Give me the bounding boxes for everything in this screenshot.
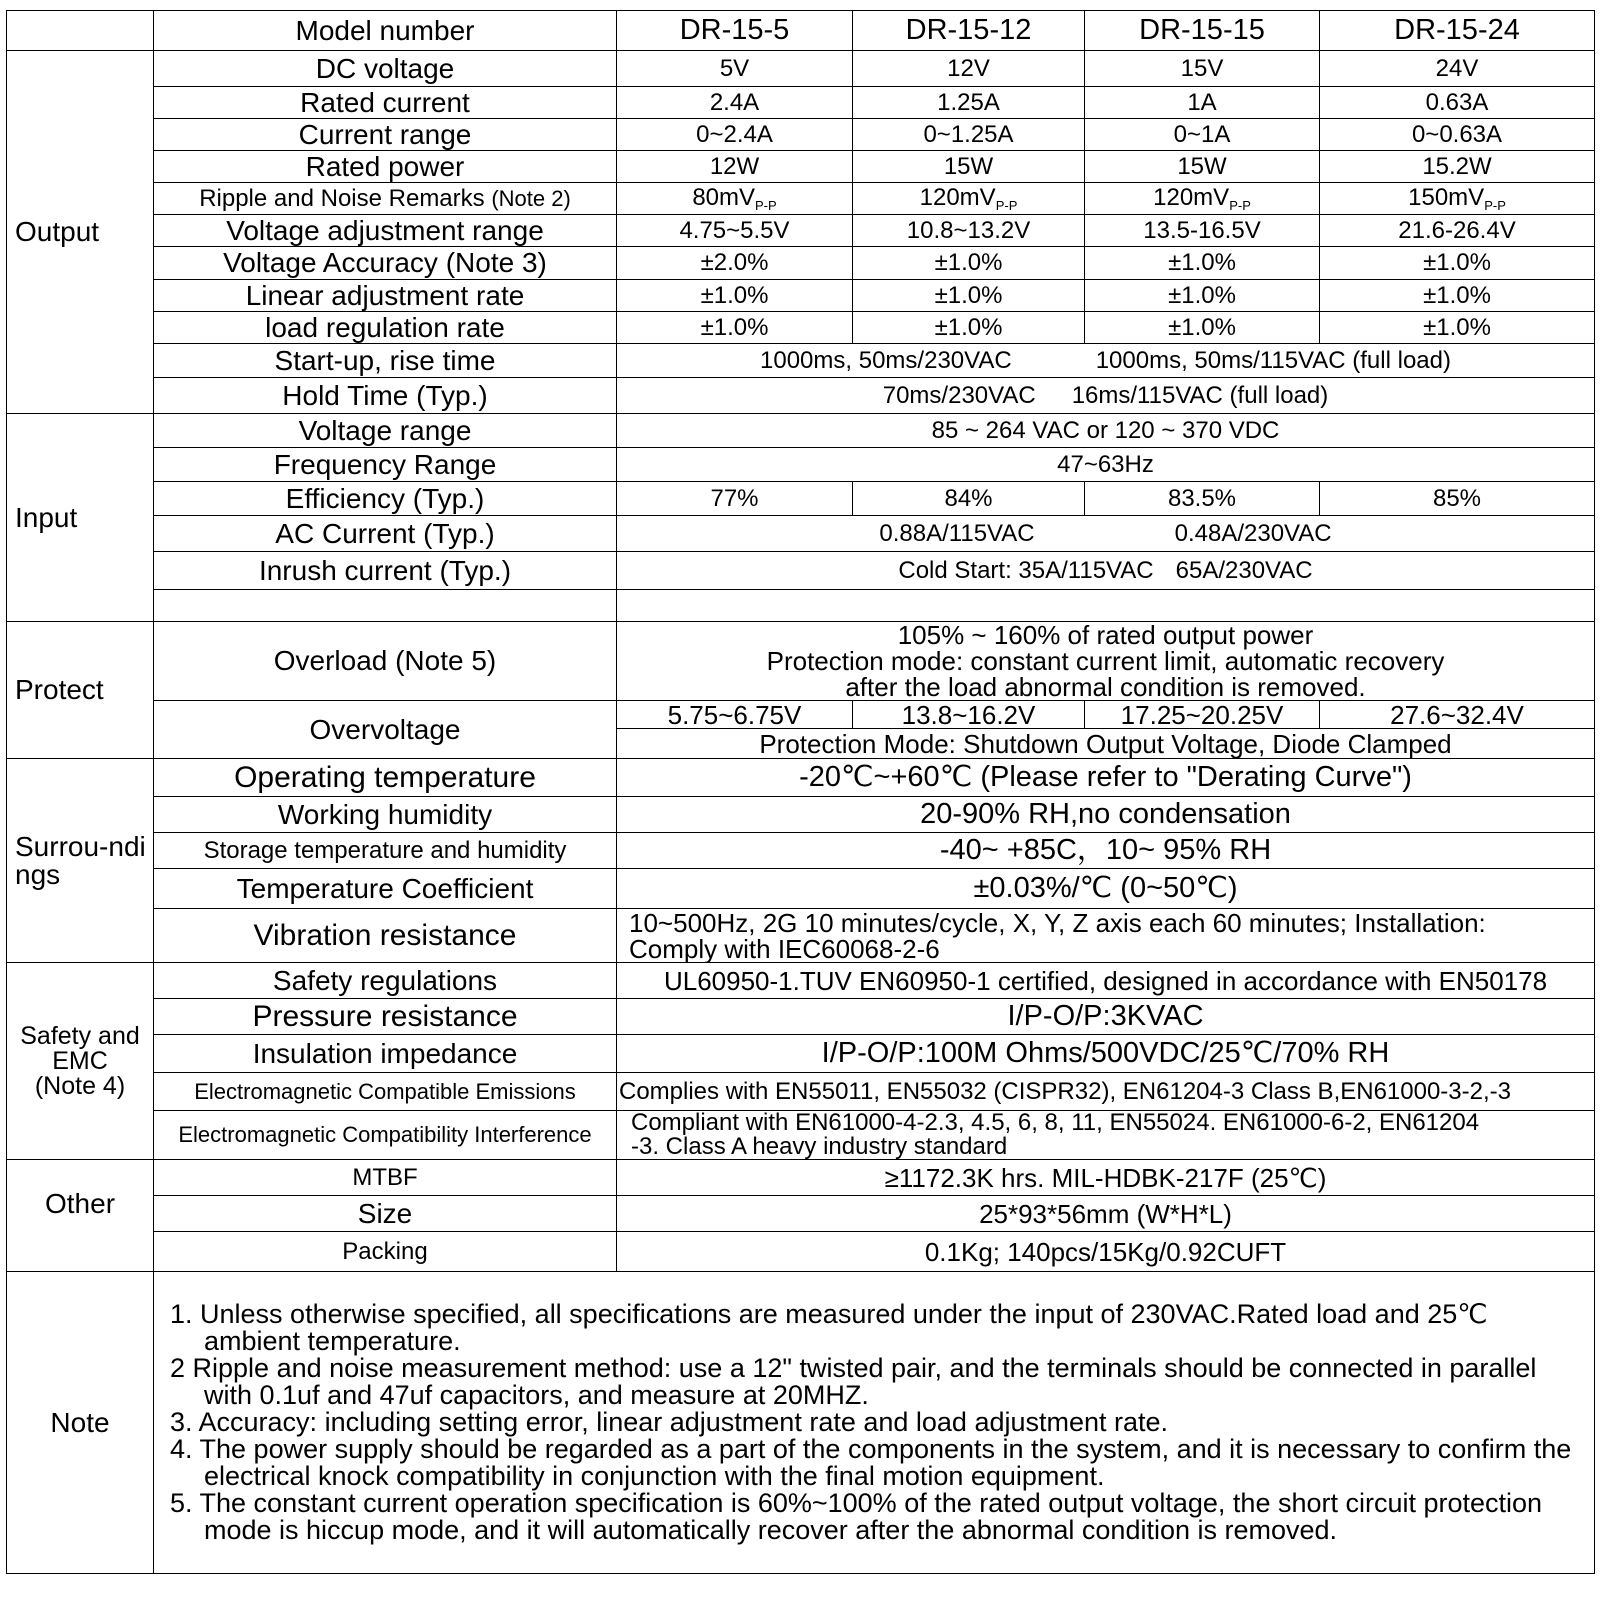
cell: 0~1.25A bbox=[853, 119, 1085, 151]
label-voltage-adjust: Voltage adjustment range bbox=[154, 215, 617, 247]
model-dr-15-5: DR-15-5 bbox=[617, 11, 853, 51]
cell: 1.25A bbox=[853, 87, 1085, 119]
row-rated-power bbox=[7, 151, 1595, 183]
note-item: 2 Ripple and noise measurement method: use a 12" twisted pair, and the terminals should be connected in parallel with 0.1uf and 47uf capacitors, and measure at 20MHZ. bbox=[170, 1353, 1537, 1410]
row-input-blank bbox=[7, 590, 1595, 622]
label-ems: Electromagnetic Compatibility Interference bbox=[154, 1111, 617, 1160]
vibration-value bbox=[617, 909, 1595, 963]
cell: 17.25~20.25V bbox=[1085, 701, 1320, 729]
temp-coeff-value: ±0.03%/℃ (0~50℃) bbox=[617, 869, 1595, 909]
category-protect: Protect bbox=[7, 622, 154, 759]
row-rated-current bbox=[7, 87, 1595, 119]
startup-230: 1000ms, 50ms/230VAC bbox=[760, 346, 1012, 374]
overload-value bbox=[617, 622, 1595, 701]
label-frequency: Frequency Range bbox=[154, 448, 617, 482]
cell: ±1.0% bbox=[617, 312, 853, 344]
ems-line-1: Compliant with EN61000-4-2.3, 4.5, 6, 8, 11, EN55024. EN61000-6-2, EN61204 bbox=[631, 1110, 1480, 1136]
inrush-values bbox=[617, 552, 1595, 590]
row-load-regulation bbox=[7, 312, 1595, 344]
ripple-value: 150mV bbox=[1408, 183, 1485, 211]
row-storage bbox=[7, 833, 1595, 869]
note-item: 4. The power supply should be regarded as a part of the components in the system, and it is necessary to confirm the electrical knock compatibility in conjunction with the final motion equipment. bbox=[170, 1434, 1572, 1491]
category-surroundings: Surrou-ndings bbox=[7, 759, 154, 963]
overload-line-3: after the load abnormal condition is removed. bbox=[845, 672, 1366, 701]
ripple-note: (Note 2) bbox=[491, 185, 571, 211]
startup-values bbox=[617, 344, 1595, 378]
cell: ±1.0% bbox=[1085, 312, 1320, 344]
hold-115: 16ms/115VAC (full load) bbox=[1071, 381, 1329, 409]
cell: 13.5-16.5V bbox=[1085, 215, 1320, 247]
notes-list bbox=[154, 1272, 1595, 1574]
emi-value: Complies with EN55011, EN55032 (CISPR32), EN61204-3 Class B,EN61000-3-2,-3 bbox=[617, 1073, 1595, 1111]
cell: 12W bbox=[617, 151, 853, 183]
cell: 1A bbox=[1085, 87, 1320, 119]
spec-table bbox=[6, 10, 1595, 1574]
cell: ±2.0% bbox=[617, 247, 853, 280]
row-voltage-adjust bbox=[7, 215, 1595, 247]
row-size bbox=[7, 1196, 1595, 1232]
overload-line-2: Protection mode: constant current limit, automatic recovery bbox=[766, 646, 1445, 676]
blank-cell bbox=[154, 590, 617, 622]
row-operating-temp bbox=[7, 759, 1595, 797]
row-vibration bbox=[7, 909, 1595, 963]
row-ripple bbox=[7, 183, 1595, 215]
cell: ±1.0% bbox=[853, 312, 1085, 344]
spec-sheet bbox=[6, 10, 1594, 1590]
cell: 24V bbox=[1320, 51, 1595, 87]
cell: 15.2W bbox=[1320, 151, 1595, 183]
cell: ±1.0% bbox=[853, 280, 1085, 312]
label-insulation: Insulation impedance bbox=[154, 1035, 617, 1073]
row-voltage-range bbox=[7, 414, 1595, 448]
cell: 0~1A bbox=[1085, 119, 1320, 151]
label-safety-regs: Safety regulations bbox=[154, 963, 617, 999]
insulation-value: I/P-O/P:100M Ohms/500VDC/25℃/70% RH bbox=[617, 1035, 1595, 1073]
row-notes bbox=[7, 1272, 1595, 1574]
ripple-unit: P-P bbox=[995, 197, 1018, 213]
cell: 10.8~13.2V bbox=[853, 215, 1085, 247]
pressure-value: I/P-O/P:3KVAC bbox=[617, 999, 1595, 1035]
inrush-115: Cold Start: 35A/115VAC bbox=[898, 556, 1154, 584]
corner-cell bbox=[7, 11, 154, 51]
label-inrush: Inrush current (Typ.) bbox=[154, 552, 617, 590]
cell: ±1.0% bbox=[617, 280, 853, 312]
cell: ±1.0% bbox=[1085, 247, 1320, 280]
row-inrush bbox=[7, 552, 1595, 590]
row-temp-coeff bbox=[7, 869, 1595, 909]
safety-cat-line-1: Safety and bbox=[20, 1021, 140, 1050]
label-rated-power: Rated power bbox=[154, 151, 617, 183]
category-safety-emc bbox=[7, 963, 154, 1160]
row-working-humidity bbox=[7, 797, 1595, 833]
category-output: Output bbox=[7, 51, 154, 414]
label-voltage-range: Voltage range bbox=[154, 414, 617, 448]
cell: 0~0.63A bbox=[1320, 119, 1595, 151]
cell: ±1.0% bbox=[1320, 312, 1595, 344]
ripple-unit: P-P bbox=[755, 197, 777, 213]
ripple-value: 80mV bbox=[692, 183, 756, 211]
row-hold-time bbox=[7, 378, 1595, 414]
row-overvoltage bbox=[7, 701, 1595, 729]
cell: 5.75~6.75V bbox=[617, 701, 853, 729]
cell: 0~2.4A bbox=[617, 119, 853, 151]
row-packing bbox=[7, 1232, 1595, 1272]
cell: 21.6-26.4V bbox=[1320, 215, 1595, 247]
row-ac-current bbox=[7, 516, 1595, 552]
label-emi: Electromagnetic Compatible Emissions bbox=[154, 1073, 617, 1111]
label-hold-time: Hold Time (Typ.) bbox=[154, 378, 617, 414]
category-note: Note bbox=[7, 1272, 154, 1574]
cell bbox=[853, 183, 1085, 215]
label-vibration: Vibration resistance bbox=[154, 909, 617, 963]
label-linear-adjust: Linear adjustment rate bbox=[154, 280, 617, 312]
label-mtbf: MTBF bbox=[154, 1160, 617, 1196]
note-item: 3. Accuracy: including setting error, linear adjustment rate and load adjustment rate. bbox=[170, 1407, 1169, 1437]
safety-cat-line-2: EMC bbox=[52, 1046, 108, 1075]
row-overload bbox=[7, 622, 1595, 701]
startup-115: 1000ms, 50ms/115VAC (full load) bbox=[1095, 346, 1451, 374]
cell: 2.4A bbox=[617, 87, 853, 119]
cell: 27.6~32.4V bbox=[1320, 701, 1595, 729]
frequency-value: 47~63Hz bbox=[617, 448, 1595, 482]
blank-cell bbox=[617, 590, 1595, 622]
label-storage: Storage temperature and humidity bbox=[154, 833, 617, 869]
cell: 13.8~16.2V bbox=[853, 701, 1085, 729]
row-startup bbox=[7, 344, 1595, 378]
label-load-regulation: load regulation rate bbox=[154, 312, 617, 344]
working-humidity-value: 20-90% RH,no condensation bbox=[617, 797, 1595, 833]
row-emi bbox=[7, 1073, 1595, 1111]
mtbf-value: ≥1172.3K hrs. MIL-HDBK-217F (25℃) bbox=[617, 1160, 1595, 1196]
model-dr-15-12: DR-15-12 bbox=[853, 11, 1085, 51]
row-linear-adjust bbox=[7, 280, 1595, 312]
label-size: Size bbox=[154, 1196, 617, 1232]
label-overload: Overload (Note 5) bbox=[154, 622, 617, 701]
cell: 15W bbox=[1085, 151, 1320, 183]
model-dr-15-15: DR-15-15 bbox=[1085, 11, 1320, 51]
row-dc-voltage bbox=[7, 51, 1595, 87]
overvoltage-mode: Protection Mode: Shutdown Output Voltage, Diode Clamped bbox=[617, 729, 1595, 759]
label-current-range: Current range bbox=[154, 119, 617, 151]
row-safety-regs bbox=[7, 963, 1595, 999]
vibration-line-1: 10~500Hz, 2G 10 minutes/cycle, X, Y, Z axis each 60 minutes; Installation: bbox=[629, 908, 1486, 938]
label-working-humidity: Working humidity bbox=[154, 797, 617, 833]
cell: ±1.0% bbox=[853, 247, 1085, 280]
note-item: 5. The constant current operation specification is 60%~100% of the rated output voltage, the short circuit protection mode is hiccup mode, and it will automatically recover after the abnormal condition is removed. bbox=[170, 1488, 1543, 1545]
note-item: 1. Unless otherwise specified, all specifications are measured under the input of 230VAC.Rated load and 25℃ ambient temperature. bbox=[170, 1299, 1488, 1356]
ripple-unit: P-P bbox=[1484, 197, 1506, 213]
overload-line-1: 105% ~ 160% of rated output power bbox=[897, 621, 1314, 650]
label-efficiency: Efficiency (Typ.) bbox=[154, 482, 617, 516]
label-packing: Packing bbox=[154, 1232, 617, 1272]
cell: 4.75~5.5V bbox=[617, 215, 853, 247]
hold-230: 70ms/230VAC bbox=[882, 381, 1036, 409]
voltage-range-value: 85 ~ 264 VAC or 120 ~ 370 VDC bbox=[617, 414, 1595, 448]
cell bbox=[1085, 183, 1320, 215]
row-mtbf bbox=[7, 1160, 1595, 1196]
row-voltage-accuracy bbox=[7, 247, 1595, 280]
header-row bbox=[7, 11, 1595, 51]
row-insulation bbox=[7, 1035, 1595, 1073]
hold-values bbox=[617, 378, 1595, 414]
label-dc-voltage: DC voltage bbox=[154, 51, 617, 87]
cell: 15V bbox=[1085, 51, 1320, 87]
cell: 12V bbox=[853, 51, 1085, 87]
model-number-label: Model number bbox=[154, 11, 617, 51]
cell: ±1.0% bbox=[1320, 247, 1595, 280]
ripple-value: 120mV bbox=[1153, 183, 1230, 211]
label-overvoltage: Overvoltage bbox=[154, 701, 617, 759]
vibration-line-2: Comply with IEC60068-2-6 bbox=[629, 933, 940, 963]
safety-regs-value: UL60950-1.TUV EN60950-1 certified, designed in accordance with EN50178 bbox=[617, 963, 1595, 999]
cell: 84% bbox=[853, 482, 1085, 516]
label-startup: Start-up, rise time bbox=[154, 344, 617, 378]
cell bbox=[1320, 183, 1595, 215]
safety-cat-line-3: (Note 4) bbox=[34, 1071, 126, 1100]
ripple-value: 120mV bbox=[919, 183, 996, 211]
size-value: 25*93*56mm (W*H*L) bbox=[617, 1196, 1595, 1232]
cell: 5V bbox=[617, 51, 853, 87]
ac-115: 0.88A/115VAC bbox=[879, 519, 1035, 547]
ems-value bbox=[617, 1111, 1595, 1160]
row-efficiency bbox=[7, 482, 1595, 516]
ac-current-values bbox=[617, 516, 1595, 552]
label-ripple bbox=[154, 183, 617, 215]
ac-230: 0.48A/230VAC bbox=[1174, 519, 1332, 547]
operating-temp-value: -20℃~+60℃ (Please refer to "Derating Curve") bbox=[617, 759, 1595, 797]
label-voltage-accuracy: Voltage Accuracy (Note 3) bbox=[154, 247, 617, 280]
row-current-range bbox=[7, 119, 1595, 151]
cell: ±1.0% bbox=[1085, 280, 1320, 312]
storage-value: -40~ +85C，10~ 95% RH bbox=[617, 833, 1595, 869]
model-dr-15-24: DR-15-24 bbox=[1320, 11, 1595, 51]
ripple-unit: P-P bbox=[1229, 197, 1251, 213]
cell: 0.63A bbox=[1320, 87, 1595, 119]
cell: ±1.0% bbox=[1320, 280, 1595, 312]
label-temp-coeff: Temperature Coefficient bbox=[154, 869, 617, 909]
category-other: Other bbox=[7, 1160, 154, 1272]
row-ems bbox=[7, 1111, 1595, 1160]
label-ac-current: AC Current (Typ.) bbox=[154, 516, 617, 552]
cell: 83.5% bbox=[1085, 482, 1320, 516]
inrush-230: 65A/230VAC bbox=[1175, 556, 1313, 584]
packing-value: 0.1Kg; 140pcs/15Kg/0.92CUFT bbox=[617, 1232, 1595, 1272]
row-pressure bbox=[7, 999, 1595, 1035]
cell: 85% bbox=[1320, 482, 1595, 516]
cell bbox=[617, 183, 853, 215]
ripple-label-text: Ripple and Noise Remarks bbox=[199, 184, 485, 212]
ems-line-2: -3. Class A heavy industry standard bbox=[631, 1133, 1008, 1160]
category-input: Input bbox=[7, 414, 154, 622]
row-frequency bbox=[7, 448, 1595, 482]
label-rated-current: Rated current bbox=[154, 87, 617, 119]
cell: 77% bbox=[617, 482, 853, 516]
label-pressure: Pressure resistance bbox=[154, 999, 617, 1035]
cell: 15W bbox=[853, 151, 1085, 183]
label-operating-temp: Operating temperature bbox=[154, 759, 617, 797]
